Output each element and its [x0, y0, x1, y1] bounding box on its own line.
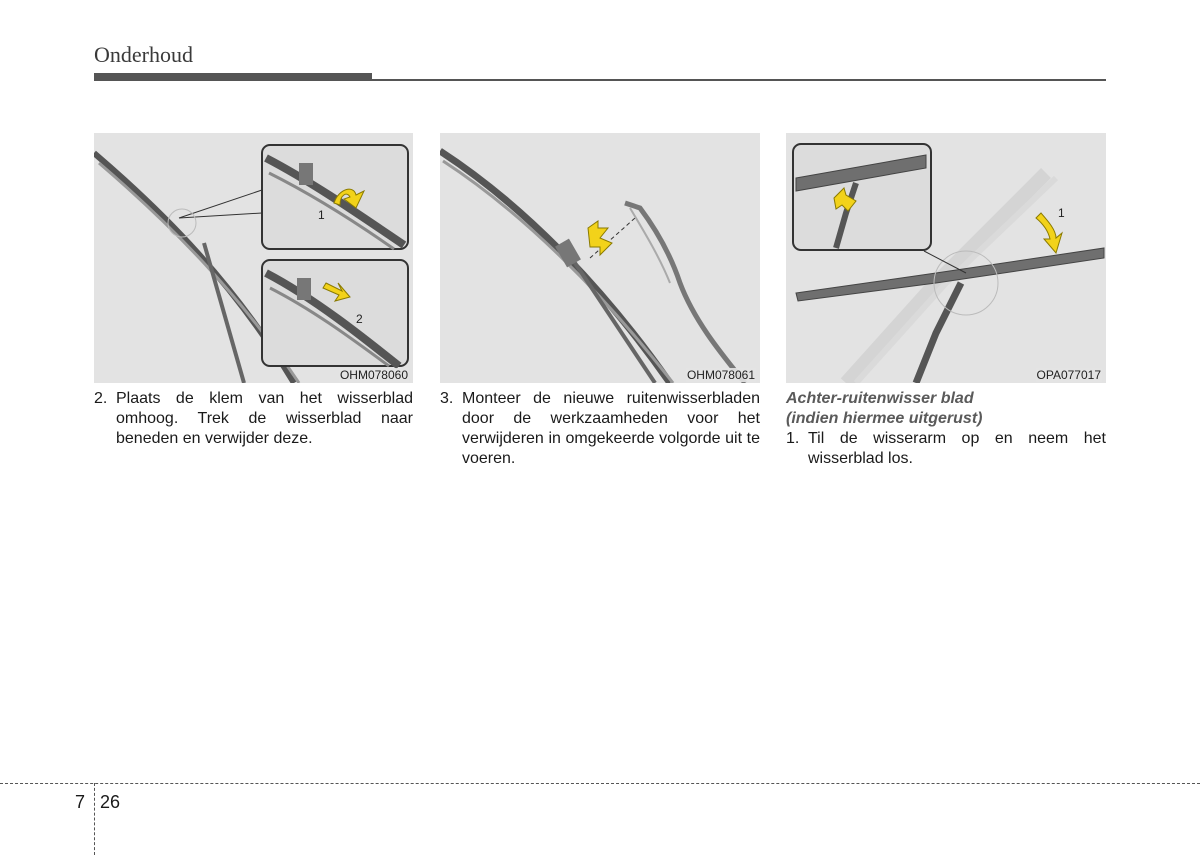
- figure-callout-1: 1: [318, 208, 325, 222]
- rear-wiper-illustration: [786, 133, 1106, 383]
- section-title: Onderhoud: [94, 42, 193, 67]
- column-3-text: [786, 389, 1106, 469]
- subheading: Achter-ruitenwisser blad: [786, 390, 974, 407]
- figure-code: OHM078061: [686, 368, 755, 382]
- header-rule-thick: [94, 73, 372, 81]
- step-text: Til de wisserarm op en neem het wisserblad los.: [808, 430, 1106, 467]
- step-text: Monteer de nieuwe ruitenwisserbladen door de werkzaamheden voor het verwijderen in omgekeerde volgorde uit te voeren.: [462, 390, 760, 467]
- figure-callout-1: 1: [1058, 206, 1065, 220]
- column-1-text: [94, 389, 413, 449]
- subheading-note: (indien hiermee uitgerust): [786, 410, 983, 427]
- page-number: 26: [100, 792, 121, 812]
- step-item: [786, 429, 1106, 469]
- figure-code: OPA077017: [1036, 368, 1101, 382]
- step-number: 1.: [786, 430, 800, 447]
- step-number: 2.: [94, 390, 108, 407]
- footer-divider: [94, 783, 95, 855]
- wiper-install-illustration: [440, 133, 760, 383]
- header-rule-thin: [372, 79, 1106, 81]
- step-number: 3.: [440, 390, 454, 407]
- wiper-clip-illustration: [94, 133, 413, 383]
- figure-code: OHM078060: [339, 368, 408, 382]
- figure-install-blade: [440, 133, 760, 383]
- chapter-number: 7: [75, 792, 86, 812]
- figure-remove-blade-clip: [94, 133, 413, 383]
- figure-callout-2: 2: [356, 312, 363, 326]
- figure-rear-wiper: [786, 133, 1106, 383]
- column-2-text: [440, 389, 760, 469]
- step-item: [440, 389, 760, 469]
- step-item: [94, 389, 413, 449]
- step-text: Plaats de klem van het wisserblad omhoog. Trek de wisserblad naar beneden en verwijder deze.: [116, 390, 413, 447]
- footer-rule: [0, 783, 1200, 784]
